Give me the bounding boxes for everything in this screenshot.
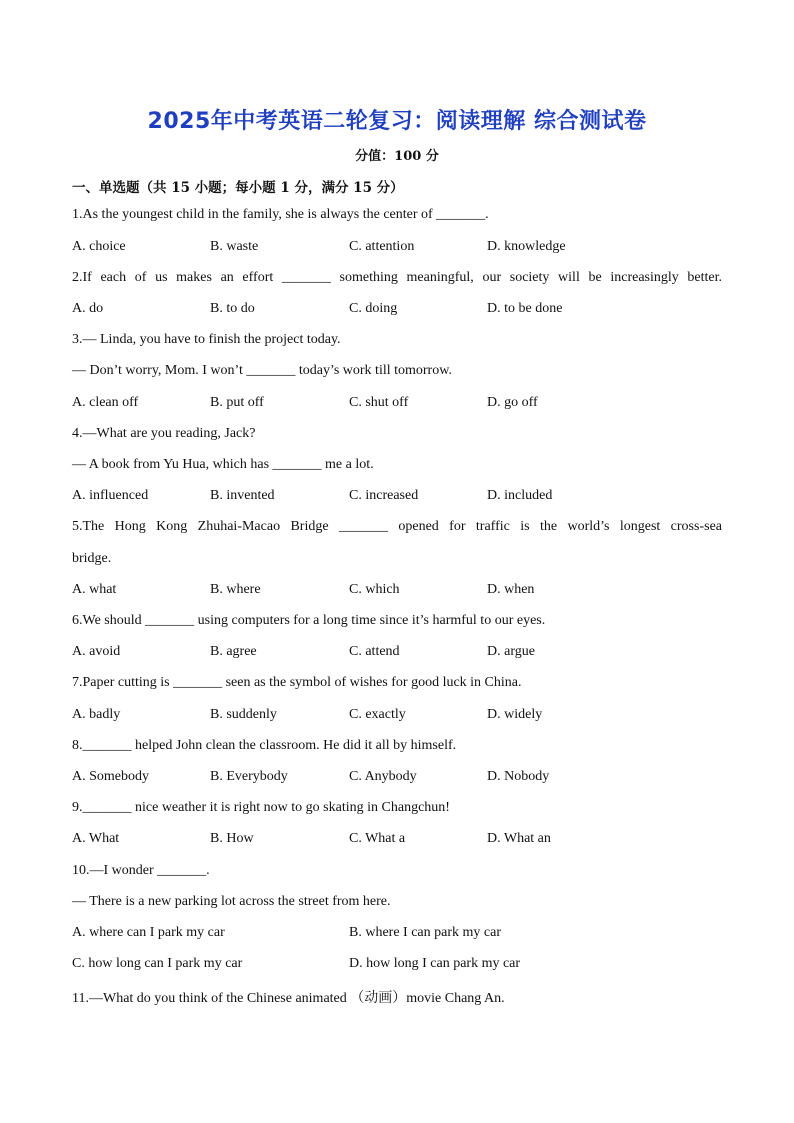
- option-a: A. where can I park my car: [72, 925, 225, 940]
- option-d: D. widely: [487, 707, 543, 722]
- question-9-text: 9._______ nice weather it is right now to go skating in Changchun!: [72, 800, 450, 815]
- option-c: C. how long can I park my car: [72, 956, 243, 971]
- question-1-text: 1.As the youngest child in the family, she is always the center of _______.: [72, 207, 489, 222]
- option-b: B. agree: [210, 644, 257, 659]
- question-5-options: [72, 582, 732, 602]
- question-10-line-1: 10.—I wonder _______.: [72, 863, 210, 878]
- option-d: D. to be done: [487, 301, 563, 316]
- section-heading: 一、单选题（共 15 小题；每小题 1 分，满分 15 分）: [72, 180, 404, 196]
- option-b: B. waste: [210, 239, 259, 254]
- question-10-options-row-1: [72, 925, 732, 945]
- option-d: D. Nobody: [487, 769, 550, 784]
- question-10-line-2: — There is a new parking lot across the street from here.: [72, 894, 391, 909]
- question-3-options: [72, 395, 732, 415]
- question-8-options: [72, 769, 732, 789]
- option-a: A. Somebody: [72, 769, 149, 784]
- option-b: B. put off: [210, 395, 264, 410]
- question-6-options: [72, 644, 732, 664]
- question-4-line-2: — A book from Yu Hua, which has _______ me a lot.: [72, 457, 374, 472]
- option-c: C. exactly: [349, 707, 406, 722]
- question-2-text: 2.If each of us makes an effort _______ something meaningful, our society will be increasingly better.: [72, 270, 722, 285]
- option-a: A. badly: [72, 707, 121, 722]
- option-c: C. increased: [349, 488, 419, 503]
- question-4-options: [72, 488, 732, 508]
- option-b: B. suddenly: [210, 707, 277, 722]
- option-d: D. included: [487, 488, 553, 503]
- option-c: C. What a: [349, 831, 406, 846]
- option-a: A. influenced: [72, 488, 149, 503]
- question-11-text: 11.—What do you think of the Chinese animated （动画）movie Chang An.: [72, 991, 505, 1006]
- option-a: A. clean off: [72, 395, 139, 410]
- question-6-text: 6.We should _______ using computers for a long time since it’s harmful to our eyes.: [72, 613, 546, 628]
- option-b: B. Everybody: [210, 769, 288, 784]
- option-b: B. where I can park my car: [349, 925, 501, 940]
- question-7-options: [72, 707, 732, 727]
- question-1-options: [72, 239, 732, 259]
- option-c: C. doing: [349, 301, 398, 316]
- question-9-options: [72, 831, 732, 851]
- option-d: D. What an: [487, 831, 551, 846]
- option-c: C. attend: [349, 644, 400, 659]
- option-d: D. knowledge: [487, 239, 566, 254]
- question-4-line-1: 4.—What are you reading, Jack?: [72, 426, 256, 441]
- option-d: D. when: [487, 582, 535, 597]
- question-10-options-row-2: [72, 956, 732, 976]
- question-3-line-2: — Don’t worry, Mom. I won’t _______ today’s work till tomorrow.: [72, 363, 452, 378]
- option-b: B. invented: [210, 488, 275, 503]
- option-a: A. What: [72, 831, 120, 846]
- question-5-line-2: bridge.: [72, 551, 112, 566]
- question-7-text: 7.Paper cutting is _______ seen as the symbol of wishes for good luck in China.: [72, 675, 522, 690]
- option-b: B. How: [210, 831, 254, 846]
- option-d: D. argue: [487, 644, 535, 659]
- option-c: C. attention: [349, 239, 415, 254]
- option-b: B. where: [210, 582, 261, 597]
- option-c: C. Anybody: [349, 769, 417, 784]
- option-c: C. which: [349, 582, 400, 597]
- option-a: A. what: [72, 582, 117, 597]
- option-d: D. go off: [487, 395, 538, 410]
- option-c: C. shut off: [349, 395, 409, 410]
- option-b: B. to do: [210, 301, 255, 316]
- score-line: 分值：100 分: [355, 149, 439, 164]
- option-a: A. avoid: [72, 644, 121, 659]
- option-d: D. how long I can park my car: [349, 956, 521, 971]
- question-5-line-1: 5.The Hong Kong Zhuhai-Macao Bridge _______ opened for traffic is the world’s longest cross-sea: [72, 519, 722, 534]
- option-a: A. choice: [72, 239, 126, 254]
- option-a: A. do: [72, 301, 104, 316]
- question-8-text: 8._______ helped John clean the classroom. He did it all by himself.: [72, 738, 457, 753]
- question-2-options: [72, 301, 732, 321]
- page-title: 2025年中考英语二轮复习：阅读理解 综合测试卷: [147, 109, 647, 134]
- question-3-line-1: 3.— Linda, you have to finish the project today.: [72, 332, 341, 347]
